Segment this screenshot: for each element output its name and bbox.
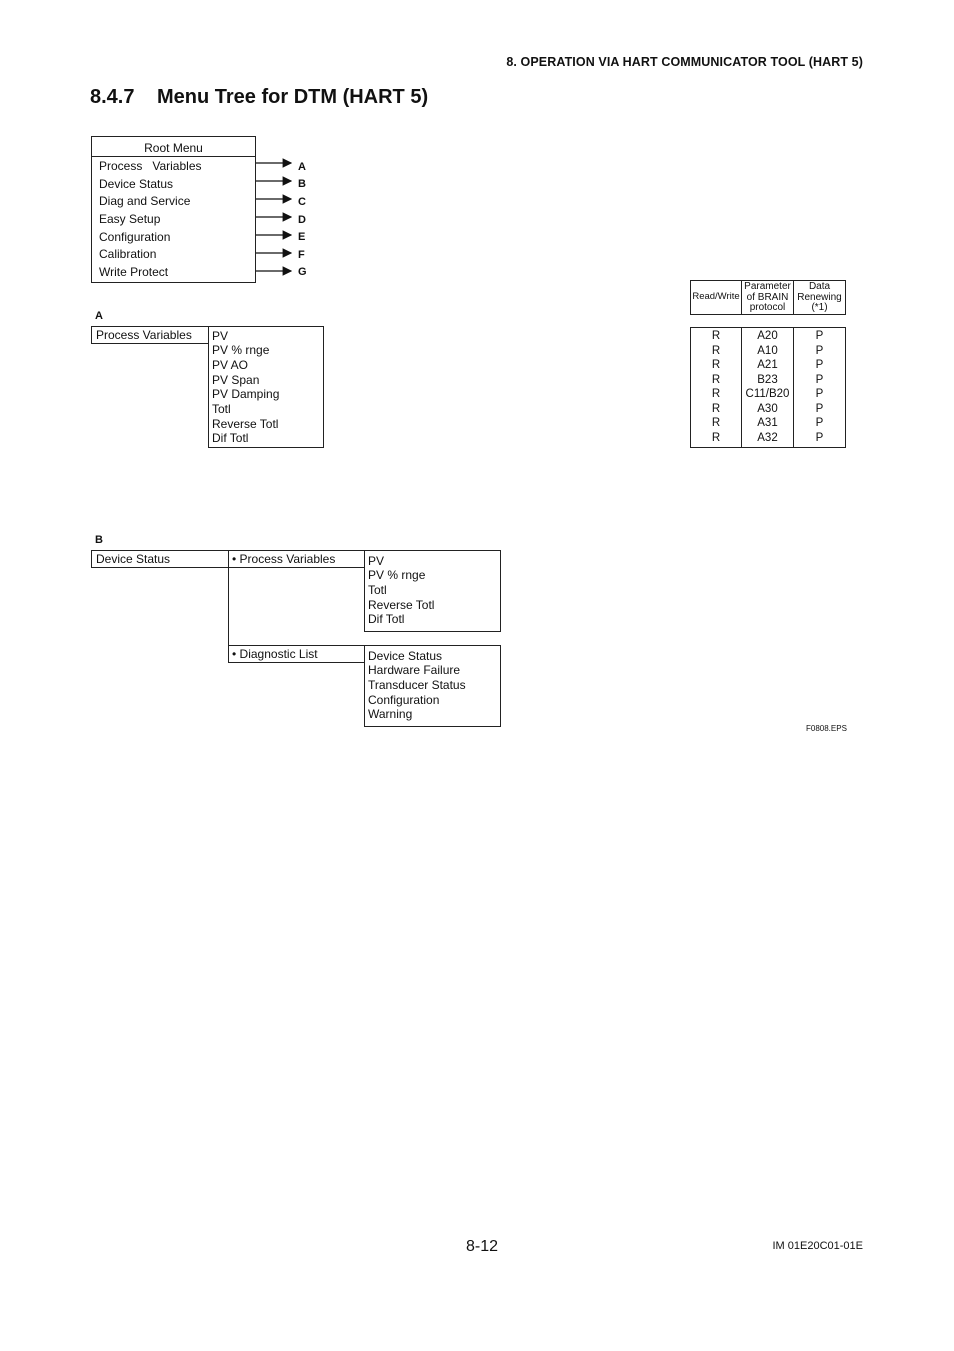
diagnostic-list-menu[interactable]: [228, 645, 366, 663]
header-brain-line-1: Parameter: [744, 281, 791, 292]
rw-cell: R: [711, 373, 721, 386]
root-item-calibration[interactable]: Calibration: [99, 247, 157, 261]
document-id: IM 01E20C01-01E: [772, 1240, 863, 1252]
letter-f: F: [298, 249, 305, 261]
dsp-item-pv-rnge[interactable]: PV % rnge: [368, 568, 426, 582]
pv-item-reverse-totl[interactable]: Reverse Totl: [212, 417, 279, 431]
pv-item-totl[interactable]: Totl: [212, 402, 231, 416]
running-header: 8. OPERATION VIA HART COMMUNICATOR TOOL (HART 5): [506, 55, 863, 69]
dsp-item-totl[interactable]: Totl: [368, 583, 387, 597]
header-data-renewing: [794, 282, 845, 314]
root-menu-box: [91, 136, 256, 283]
root-menu-title: Root Menu: [144, 141, 203, 155]
root-item-diag-and-service[interactable]: Diag and Service: [99, 194, 191, 208]
header-brain-line-3: protocol: [749, 302, 786, 313]
device-status-label: Device Status: [96, 552, 171, 566]
rw-cell: R: [711, 359, 721, 371]
header-brain-line-2: of BRAIN: [746, 291, 789, 303]
root-item-device-status[interactable]: Device Status: [99, 177, 174, 191]
header-renew-line-3: (*1): [811, 302, 828, 313]
dsp-item-dif-totl[interactable]: Dif Totl: [368, 612, 405, 626]
brain-cell: C11/B20: [745, 388, 790, 400]
rw-cell: R: [711, 431, 721, 444]
rw-cell: R: [711, 330, 721, 342]
diag-item-device-status[interactable]: Device Status: [368, 649, 443, 663]
figure-id: F0808.EPS: [806, 724, 847, 733]
brain-cell: A21: [757, 359, 778, 371]
brain-cell: A32: [757, 431, 778, 444]
pv-item-dif-totl[interactable]: Dif Totl: [212, 431, 249, 445]
dsp-item-reverse-totl[interactable]: Reverse Totl: [368, 598, 435, 612]
section-title-text: Menu Tree for DTM (HART 5): [157, 86, 429, 108]
root-menu-arrows: [255, 155, 295, 280]
process-variables-menu[interactable]: [91, 326, 209, 344]
section-b-label: B: [95, 534, 103, 546]
brain-cell: A10: [757, 344, 778, 357]
rw-column: [691, 329, 741, 445]
page-number: 8-12: [466, 1238, 499, 1255]
letter-g: G: [298, 266, 307, 278]
header-read-write: Read/Write: [692, 291, 740, 302]
pv-item-pv-ao[interactable]: PV AO: [212, 358, 249, 372]
root-item-configuration[interactable]: Configuration: [99, 230, 171, 244]
root-item-process-variables[interactable]: Process Variables: [99, 159, 202, 173]
root-item-easy-setup[interactable]: Easy Setup: [99, 212, 161, 226]
brain-cell: A20: [757, 330, 778, 342]
pv-item-pv[interactable]: PV: [212, 329, 229, 343]
renew-cell: P: [815, 373, 824, 386]
device-status-menu[interactable]: [91, 550, 230, 568]
rw-cell: R: [711, 388, 721, 400]
pv-item-pv-span[interactable]: PV Span: [212, 373, 260, 387]
diagnostic-list-items: [364, 645, 501, 727]
header-renew-line-2: Renewing: [797, 291, 842, 303]
letter-e: E: [298, 231, 306, 243]
sub-process-variables-list: [364, 550, 501, 632]
pv-item-pv-rnge[interactable]: PV % rnge: [212, 343, 270, 357]
diag-item-hardware-failure[interactable]: Hardware Failure: [368, 663, 461, 677]
renew-cell: P: [815, 344, 824, 357]
diag-item-warning[interactable]: Warning: [368, 707, 413, 721]
header-renew-line-1: Data: [808, 281, 831, 292]
process-variables-list: [208, 326, 324, 448]
process-variables-label: Process Variables: [96, 328, 192, 342]
rw-cell: R: [711, 402, 721, 415]
renew-column: [794, 329, 845, 445]
renew-cell: P: [815, 402, 824, 415]
header-brain-parameter: [742, 282, 793, 314]
rw-cell: R: [711, 417, 721, 429]
renew-cell: P: [815, 330, 824, 342]
pv-item-pv-damping[interactable]: PV Damping: [212, 387, 280, 401]
sub-process-variables-menu[interactable]: [228, 550, 366, 568]
root-menu-divider: [92, 156, 255, 157]
root-item-write-protect[interactable]: Write Protect: [99, 265, 169, 279]
renew-cell: P: [815, 417, 824, 429]
diagnostic-list-label: • Diagnostic List: [232, 647, 318, 661]
renew-cell: P: [815, 359, 824, 371]
section-a-label: A: [95, 310, 103, 322]
brain-column: [742, 329, 793, 445]
renew-cell: P: [815, 431, 824, 444]
brain-cell: A31: [757, 417, 778, 429]
section-title: [90, 86, 428, 109]
section-number: 8.4.7: [90, 86, 135, 108]
letter-b: B: [298, 178, 306, 190]
sub-process-variables-label: • Process Variables: [232, 552, 336, 566]
brain-cell: A30: [757, 402, 778, 415]
param-table-body: [690, 327, 846, 448]
renew-cell: P: [815, 388, 824, 400]
letter-c: C: [298, 196, 306, 208]
dsp-item-pv[interactable]: PV: [368, 554, 385, 568]
param-table-header: [690, 280, 846, 315]
diag-item-transducer-status[interactable]: Transducer Status: [368, 678, 466, 692]
rw-cell: R: [711, 344, 721, 357]
diag-item-configuration[interactable]: Configuration: [368, 693, 440, 707]
letter-d: D: [298, 214, 306, 226]
brain-cell: B23: [757, 373, 778, 386]
letter-a: A: [298, 161, 306, 173]
